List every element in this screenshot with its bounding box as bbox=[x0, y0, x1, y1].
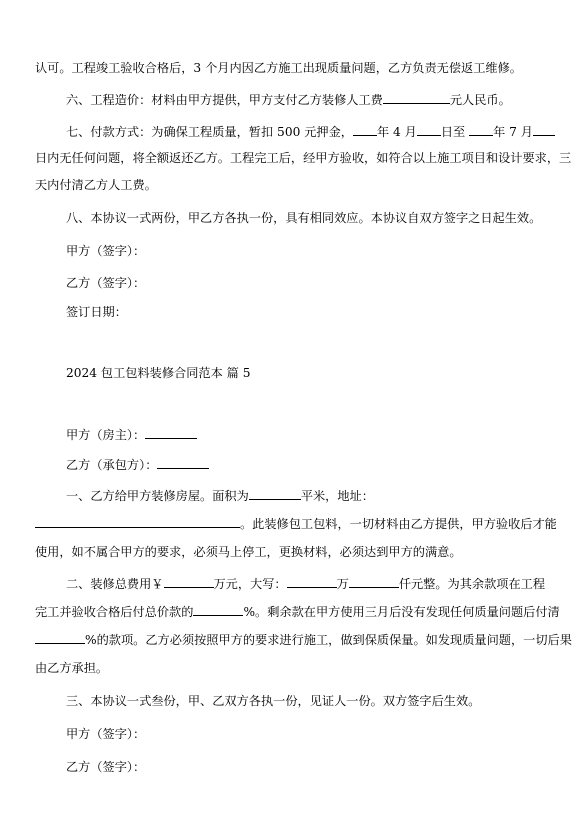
final-payment-percent-blank bbox=[35, 632, 85, 644]
labor-fee-blank bbox=[383, 92, 450, 104]
start-year-blank bbox=[353, 124, 377, 136]
amount-words-wan-blank bbox=[287, 576, 337, 588]
clause-1-line3: 使用，如不属合甲方的要求，必须马上停工，更换材料，必须达到甲方的满意。 bbox=[35, 545, 462, 559]
end-year-blank bbox=[469, 124, 493, 136]
signature-party-b: 乙方（签字）： bbox=[66, 276, 146, 290]
clause-1-line2: 。此装修包工包料，一切材料由乙方提供，甲方验收后才能 bbox=[35, 516, 557, 532]
amount-words-qian-blank bbox=[349, 576, 399, 588]
start-day-blank bbox=[417, 124, 441, 136]
acceptance-clause-tail: 认可。工程竣工验收合格后，3 个月内因乙方施工出现质量问题，乙方负责无偿返工维修。 bbox=[35, 61, 522, 75]
clause-7-payment-line1: 七、付款方式：为确保工程质量，暂扣 500 元押金， 年 4 月 日至 年 7 月 bbox=[66, 124, 555, 140]
contractor-name-blank bbox=[157, 457, 209, 469]
clause-1-line1: 一、乙方给甲方装修房屋。面积为 平米，地址： bbox=[66, 489, 374, 503]
end-day-blank bbox=[533, 124, 555, 136]
party-a-owner: 甲方（房主）： bbox=[66, 427, 197, 443]
clause-7-payment-line2: 日内无任何问题，将全额返还乙方。工程完工后，经甲方验收，如符合以上施工项目和设计要求，三 bbox=[35, 151, 572, 165]
total-amount-blank bbox=[164, 576, 214, 588]
signature-party-a-2: 甲方（签字）： bbox=[66, 727, 146, 741]
signature-party-b-2: 乙方（签字）： bbox=[66, 760, 146, 774]
clause-2-line2: 完工并验收合格后付总价款的 %。剩余款在甲方使用三月后没有发现任何质量问题后付清 bbox=[35, 605, 560, 619]
clause-2-line4: 由乙方承担。 bbox=[35, 661, 109, 675]
area-blank bbox=[249, 488, 301, 500]
address-blank bbox=[35, 516, 240, 528]
clause-6-project-cost: 六、工程造价：材料由甲方提供，甲方支付乙方装修人工费 元人民币。 bbox=[66, 93, 511, 107]
clause-7-payment-line3: 天内付清乙方人工费。 bbox=[35, 178, 157, 192]
signing-date: 签订日期： bbox=[66, 305, 127, 319]
owner-name-blank bbox=[145, 427, 197, 439]
section-title: 2024 包工包料装修合同范本 篇 5 bbox=[66, 366, 251, 380]
clause-2-line3: %的款项。乙方必须按照甲方的要求进行施工，做到保质保量。如发现质量问题，一切后果 bbox=[35, 632, 572, 648]
clause-3-copies: 三、本协议一式叁份，甲、乙双方各执一份，见证人一份。双方签字后生效。 bbox=[66, 694, 481, 708]
first-payment-percent-blank bbox=[193, 604, 243, 616]
signature-party-a: 甲方（签字）： bbox=[66, 244, 146, 258]
party-b-contractor: 乙方（承包方）： bbox=[66, 457, 209, 473]
clause-8-copies: 八、本协议一式两份，甲乙方各执一份，具有相同效应。本协议自双方签字之日起生效。 bbox=[66, 211, 542, 225]
clause-2-line1: 二、装修总费用￥ 万元，大写： 万 仟元整。为其余款项在工程 bbox=[66, 577, 546, 591]
